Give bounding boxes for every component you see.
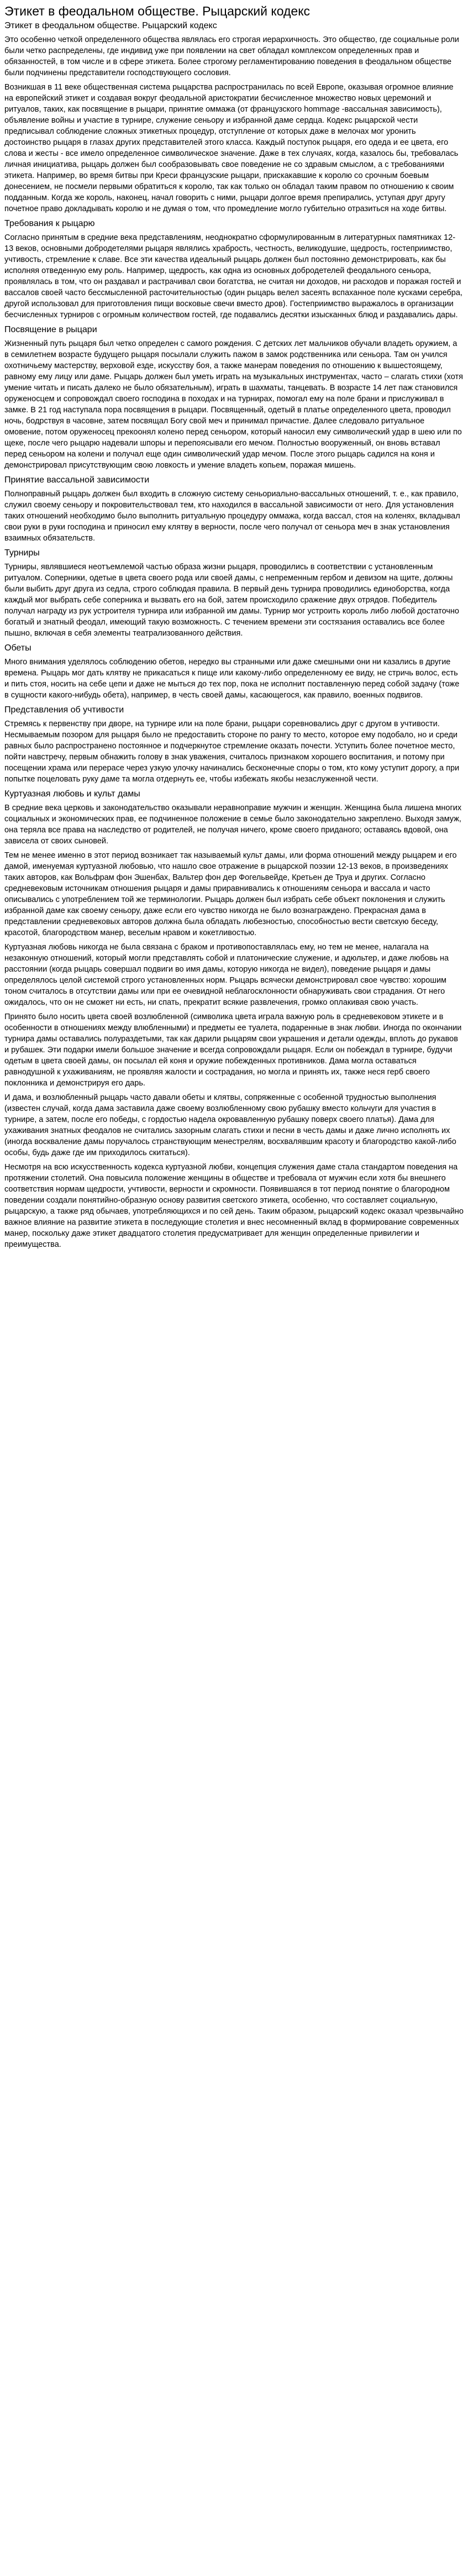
paragraph: Турниры, являвшиеся неотъемлемой частью образа жизни рыцаря, проводились в соответствии с установленным ритуалом. Соперники, одетые в цвета своего рода или своей дамы, с непременным гербом и девизом на щите, должны были выбить друг друга из седла, строго соблюдая правила. В первый день турнира проводились единоборства, когда каждый мог выбрать себе соперника и вызвать его на бой, затем происходило сражение двух отрядов. Победитель получал награду из рук устроителя турнира или избранной им дамы. Турнир мог устроить король либо любой достаточно богатый и знатный феодал, имеющий такую возможность. С течением времени эти состязания оставались все более пышно, включая в себя элементы театрализованного действия. bbox=[4, 563, 459, 638]
paragraph: В средние века церковь и законодательство оказывали неравноправие мужчин и женщин. Женщина была лишена многих социальных и экономических прав, ее подчиненное положение в семье было законодательно закреплено. Выходя замуж, она теряла все права на наследство от родителей, не получая ничего, кроме своего приданого; оставаясь вдовой, она зависела от своих сыновей. bbox=[4, 804, 462, 846]
section-heading: Принятие вассальной зависимости bbox=[4, 475, 150, 485]
paragraph: Стремясь к первенству при дворе, на турнире или на поле брани, рыцари соревновались друг с другом в учтивости. Несмываемым позором для рыцаря было не предоставить стороне по рангу то место, которое ему подобало, но и среди равных было распространено постоянное и подчеркнутое стремление оказать почести. Уступить более почетное место, пойти навстречу, первым обнажить голову в знак уважения, считалось признаком хорошего воспитания, и потому при посещении храма или перерасе через узкую улочку начинались бесконечные споры о том, кто кому уступит дорогу, а при попытке поцеловать руку даме та могла отдернуть ее, чтобы избежать якобы незаслуженной чести. bbox=[4, 720, 460, 784]
paragraph: Согласно принятым в средние века представлениям, неоднократно сформулированным в литературных памятниках 12-13 веков, основными добродетелями рыцаря являлись храбрость, честность, великодушие, щедрость, гостеприимство, учтивость, стремление к славе. Все эти качества идеальный рыцарь должен был постоянно демонстрировать, как бы исполняя отведенную ему роль. Например, щедрость, как одна из основных добродетелей феодального сеньора, проявлялась в том, что он раздавал и растрачивал свои богатства, не считая ни доходов, ни расходов и поражая гостей и вассалов своей часто бессмысленной расточительностью (один рыцарь велел засеять вспаханное поле кусками серебра, другой использовал для приготовления пищи восковые свечи вместо дров). Гостеприимство выражалось в организации бесчисленных турниров с огромным количеством гостей, где подавались десятки изысканных блюд и раздавались дары. bbox=[4, 233, 462, 319]
section-intro bbox=[4, 34, 464, 214]
paragraph: Несмотря на всю искусственность кодекса куртуазной любви, концепция служения даме стала стандартом поведения на протяжении столетий. Она повысила положение женщины в обществе и требовала от мужчин если хотя бы внешнего соответствия нормам щедрости, учтивости, верности и скромности. Появившаяся в тот период понятие о благородном поведении создали понятийно-образную основу развития светского этикета, особенно, что составляет социальную, рыцарскую, а также ряд обычаев, употребляющихся и по сей день. Таким образом, рыцарский кодекс оказал чрезвычайно важное влияние на развитие этикета в последующие столетия и внес несомненный вклад в формирование современных манер, поскольку даже этикет двадцатого столетия предусматривает для женщин определенные привилегии и преимущества. bbox=[4, 1163, 464, 1249]
paragraph: Много внимания уделялось соблюдению обетов, нередко вы странными или даже смешными они ни казались в другие времена. Рыцарь мог дать клятву не прикасаться к пище или какому-либо определенному ее виду, не стричь волос, есть и пить стоя, носить на себе цепи и даже не мыться до тех пор, пока не исполнит поставленную перед собой задачу (тоже в сущности какого-нибудь обета), например, в честь своей дамы, касающегося, как правило, военных подвигов. bbox=[4, 658, 460, 700]
paragraph: Возникшая в 11 веке общественная система рыцарства распространилась по всей Европе, оказывая огромное влияние на европейский этикет и создавая вокруг феодальной аристократии бесчисленное множество новых церемоний и ритуалов, таких, как посвящение в рыцари, принятие оммажа (от французского hommage -вассальная зависимость), объявление войны и участие в турнире, служение сеньору и избранной даме сердца. Кодекс рыцарской чести предписывал соблюдение сложных этикетных процедур, отступление от которых даже в мелочах мог уронить достоинство рыцаря в глазах других представителей этого класса. Каждый поступок рыцаря, его одеда и ее цвета, его слова и жесты - все имело определенное символическое значение. Даже в тех случаях, когда, казалось бы, требовалась личная инициатива, рыцарь должен был сообразовывать свое поведение не со здравым смыслом, а с требованиями этикета. Например, во время битвы при Креси французские рыцари, прискакавшие к королю со срочным боевым донесением, не посмели первыми обратиться к королю, так как только он обладал таким правом по отношению к своим подданным. Когда же король, наконец, начал говорить с ними, рыцари долгое время препирались, уступая друг другу почетное право докладывать королю и не думая о том, что промедление могло губительно отразиться на ходе битвы. bbox=[4, 83, 459, 213]
paragraph: Тем не менее именно в этот период возникает так называемый культ дамы, или форма отношений между рыцарем и его дамой, именуемая куртуазной любовью, что нашло свое отражение в рыцарской поэзии 12-13 веков, в произведениях таких авторов, как Вольфрам фон Эшенбах, Вальтер фон дер Фогельвейде, Кретьен де Труа и других. Согласно средневековым источникам отношения рыцаря и дамы приравнивались к отношениям сеньора и вассала и часто описывались с употреблением той же терминологии. Рыцарь должен был избрать себе объект поклонения и служить избранной даме как своему сеньору, даже если его чувство никогда не было вознаграждено. Прекрасная дама в представлении средневековых авторов должна была обладать любезностью, способностью вести светскую беседу, красотой, благородством манер, веселым нравом и кокетливостью. bbox=[4, 851, 457, 937]
paragraph: Куртуазная любовь никогда не была связана с браком и противопоставлялась ему, но тем не менее, налагала на незаконную отношений, который могли представлять собой и платонические служение, и адюльтер, и даже любовь на расстоянии (когда рыцарь совершал подвиги во имя дамы, которую никогда не видел), поведение рыцаря и дамы определялось целой системой строго установленных норм. Рыцарь всячески демонстрировал свое чувство: хорошим тоном считалось в отсутствии дамы или при ее очевидной неблагосклонности обнаруживать свои страдания. От него ожидалось, что он не сможет ни есть, ни спать, прекратит всякие развлечения, громко оплакивая свою участь. bbox=[4, 943, 449, 1007]
article bbox=[0, 0, 468, 1259]
paragraph: И дама, и возлюбленный рыцарь часто давали обеты и клятвы, сопряженные с особенной трудностью выполнения (известен случай, когда дама заставила даже своему возлюбленному свою рубашку вместо кольчуги для участия в турнире, а затем, после его победы, с гордостью надела окровавленную рубашку поверх своего платья). Дама для ухаживания знатных феодалов не считались зазорным слагать стихи и песни в честь дамы и даже лично исполнять их (иногда воскваление дамы поручалось странствующим менестрелям, восхвалявшим красоту и благородство какой-либо особы, будь даже где им приходилось скитаться). bbox=[4, 1093, 456, 1157]
section-knighting bbox=[4, 324, 464, 471]
section-knight-requirements bbox=[4, 218, 464, 321]
section-vows bbox=[4, 642, 464, 701]
section-heading: Посвящение в рыцари bbox=[4, 325, 97, 334]
section-courtly-love bbox=[4, 788, 464, 1250]
section-heading: Представления об учтивости bbox=[4, 705, 124, 715]
paragraph: Полноправный рыцарь должен был входить в сложную систему сеньориально-вассальных отношений, т. е., как правило, служил своему сеньору и покровительствовал тем, кто находился в вассальной зависимости от него. Для установления таких отношений необходимо было выполнить ритуальную процедуру оммажа, когда вассал, стоя на коленях, вкладывал свои руки в руки господина и приносил ему клятву в верности, после чего получал от сеньора меч в знак установления взаимных обязательств. bbox=[4, 490, 460, 543]
section-heading: Куртуазная любовь и культ дамы bbox=[4, 789, 140, 799]
paragraph: Принято было носить цвета своей возлюбленной (символика цвета играла важную роль в средневековом этикете и в особенности в отношениях между влюбленными) и предметы ее туалета, подаренные в знак любви. Иногда по окончании турнира дамы оставались полураздетыми, так как дарили рыцарям свои украшения и детали одежды, вплоть до рукавов и рубашек. Эти подарки имели большое значение и всегда сопровождали рыцаря. Если он побеждал в турнире, будучи одетым в цвета своей дамы, он посылал ей коня и оружие побежденных противников. Дама могла оставаться равнодушной к ухаживаниям, не проявляя жалости и сострадания, но могла и принять их, также неся герб своего поклонника и демонстрируя его дарь. bbox=[4, 1012, 462, 1088]
paragraph: Это особенно четкой определенного общества являлась его строгая иерархичность. Это общество, где социальные роли были четко распределены, где индивид уже при появлении на свет обладал комплексом определенных прав и обязанностей, в том числе и в сфере этикета. Более строгому регламентированию поведения в феодальном обществе были подчинены представители господствующего сословия. bbox=[4, 35, 459, 77]
section-courtesy bbox=[4, 704, 464, 785]
article-subtitle: Этикет в феодальном обществе. Рыцарский кодекс bbox=[4, 21, 217, 30]
page-title: Этикет в феодальном обществе. Рыцарский кодекс bbox=[4, 4, 311, 18]
section-heading: Требования к рыцарю bbox=[4, 219, 95, 228]
section-heading: Обеты bbox=[4, 643, 31, 653]
section-tournaments bbox=[4, 547, 464, 639]
section-vassalage bbox=[4, 474, 464, 544]
paragraph: Жизненный путь рыцаря был четко определен с самого рождения. С детских лет мальчиков обучали владеть оружием, а в семилетнем возрасте будущего рыцаря посылали служить пажом в замок родственника или сеньора. Там он учился охотничьему мастерству, верховой езде, искусству боя, а также манерам поведения по отношению к вышестоящему, равному ему лицу или даме. Рыцарь должен был уметь играть на музыкальных инструментах, часто – слагать стихи (хотя умение читать и писать далеко не было обязательным), играть в шахматы, танцевать. В возрасте 14 лет паж становился оруженосцем и сопровождал своего господина в походах и на турнирах, помогал ему на поле брани и прислуживал в замке. В 21 год наступала пора посвящения в рыцари. Посвященный, одетый в платье определенного цвета, проводил ночь, бодрствуя в часовне, затем посвящал Богу свой меч и принимал причастие. Далее следовало ритуальное омовение, потом оруженосец прекоонял колено перед сеньором, который наносил ему символический удар в шею или по щеке, после чего рыцарю надевали шпоры и перепоясывали его мечом. Полностью вооруженный, он вновь вставал перед сеньором на колени и получал еще один символический удар мечом. После этого рыцарь садился на коня и демонстрировал присутствующим свою ловкость и умение владеть копьем, поражая мишень. bbox=[4, 339, 463, 470]
section-heading: Турниры bbox=[4, 548, 40, 558]
